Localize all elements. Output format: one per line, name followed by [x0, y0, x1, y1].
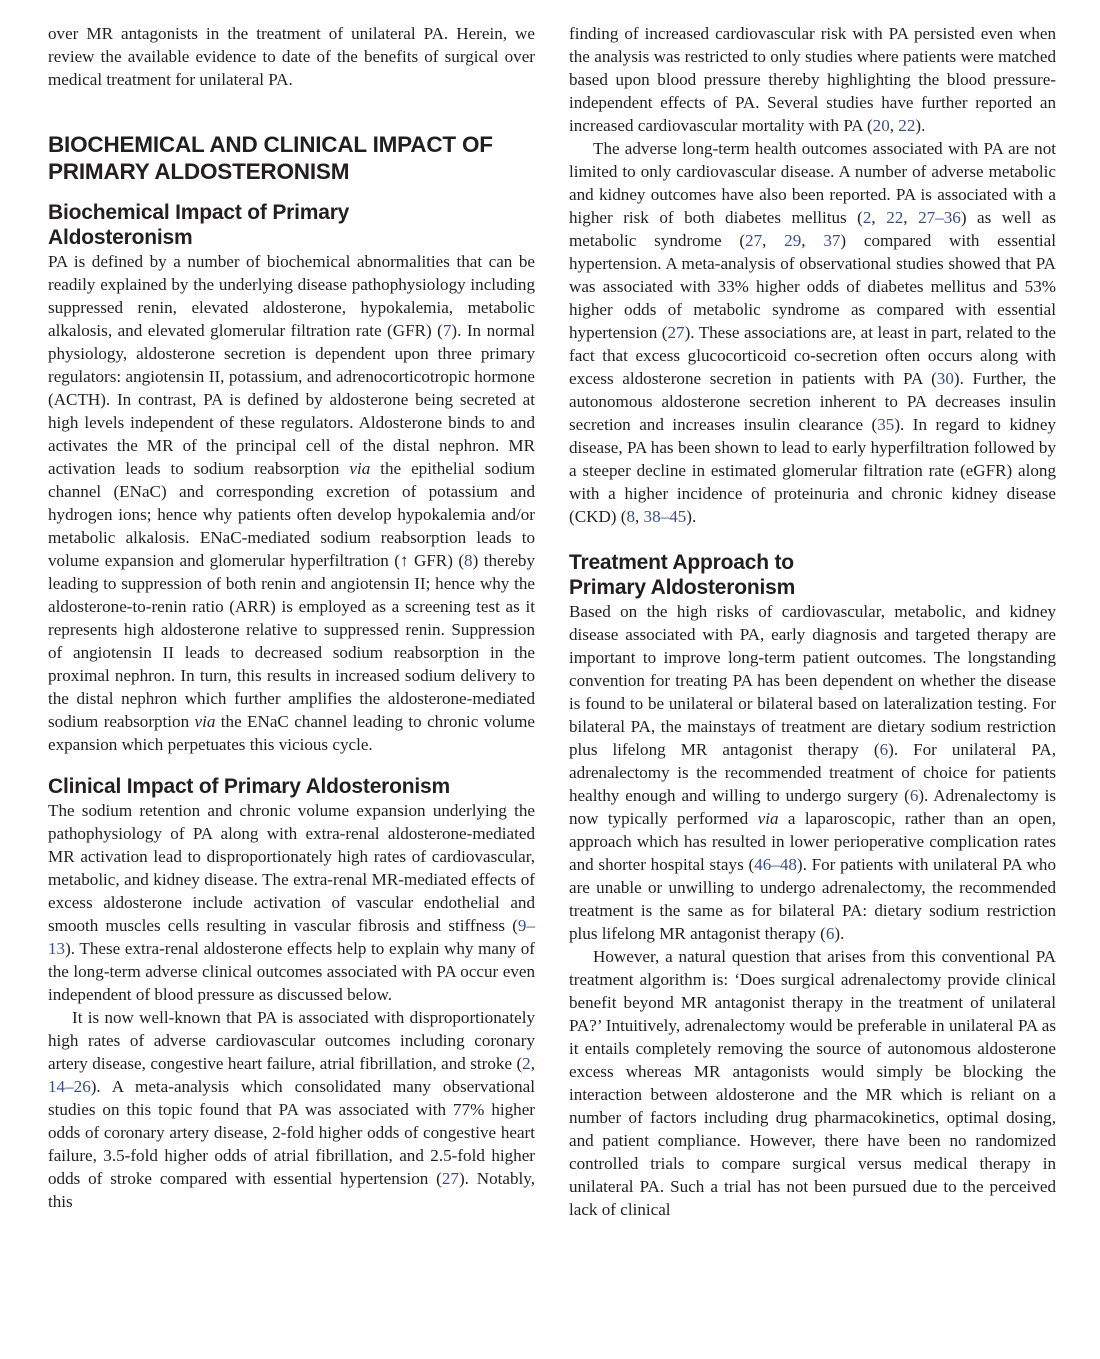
citation-link[interactable]: 20 — [872, 116, 890, 135]
body-text: ). These extra-renal aldosterone effects help to explain why many of the long-term adverse clinical outcomes associated with PA occur even independent of blood pressure as discussed below. — [48, 939, 535, 1004]
body-text: ). Adrenalectomy is now typically performed — [569, 786, 1056, 828]
citation-link[interactable]: 2 — [522, 1054, 531, 1073]
body-text: , — [762, 231, 785, 250]
cardiovascular-paragraph — [569, 22, 1056, 137]
citation-link[interactable]: 35 — [877, 415, 895, 434]
citation-link[interactable]: 22 — [886, 208, 904, 227]
citation-link[interactable]: 27–36 — [918, 208, 961, 227]
citation-link[interactable]: 6 — [909, 786, 919, 805]
body-text: ). — [834, 924, 845, 943]
citation-link[interactable]: 27 — [745, 231, 763, 250]
biochemical-impact-paragraph — [48, 250, 535, 756]
body-text: , — [903, 208, 919, 227]
body-text: the epithelial sodium channel (ENaC) and corresponding excretion of potassium and hydrogen ions; hence why patients often develop hypokalemia and/or metabolic alkalosis. ENaC-mediated sodium reabsorption leads to volume expansion and glomerular hyperfiltration (↑ GFR) ( — [48, 459, 535, 570]
body-text: PA is defined by a number of biochemical abnormalities that can be readily explained by the underlying disease pathophysiology including suppressed renin, elevated aldosterone, hypokalemia, metabolic alkalosis, and elevated glomerular filtration rate (GFR) ( — [48, 252, 535, 340]
natural-question-paragraph — [569, 945, 1056, 1221]
citation-link[interactable]: 27 — [667, 323, 685, 342]
subsection-heading-biochemical: Biochemical Impact of Primary Aldosteronism — [48, 201, 350, 249]
body-text: ). For unilateral PA, adrenalectomy is the recommended treatment of choice for patients healthy enough and willing to undergo surgery ( — [569, 740, 1056, 805]
body-text: ). A meta-analysis which consolidated many observational studies on this topic found that PA was associated with 77% higher odds of coronary artery disease, 2-fold higher odds of congestive heart failure, 3.5-fold higher odds of atrial fibrillation, and 2.5-fold higher odds of stroke compared with essential hypertension ( — [48, 1077, 535, 1188]
citation-link[interactable]: 6 — [879, 740, 889, 759]
body-text: , — [871, 208, 887, 227]
citation-link[interactable]: 14–26 — [48, 1077, 91, 1096]
intro-paragraph — [48, 22, 535, 91]
citation-link[interactable]: 9–13 — [48, 916, 535, 958]
citation-link[interactable]: 22 — [898, 116, 916, 135]
body-text: Based on the high risks of cardiovascular, metabolic, and kidney disease associated with PA, early diagnosis and targeted therapy are important to improve long-term patient outcomes. The longstanding convention for treating PA has been dependent on whether the disease is found to be unilateral or bilateral based on lateralization testing. For bilateral PA, the mainstays of treatment are dietary sodium restriction plus lifelong MR antagonist therapy ( — [569, 602, 1056, 759]
citation-link[interactable]: 8 — [626, 507, 635, 526]
italic-text: via — [349, 459, 371, 478]
citation-link[interactable]: 38–45 — [643, 507, 687, 526]
section-heading: BIOCHEMICAL AND CLINICAL IMPACT OF PRIMARY ALDOSTERONISM — [48, 132, 493, 184]
body-text: over MR antagonists in the treatment of unilateral PA. Herein, we review the available evidence to date of the benefits of surgical over medical treatment for unilateral PA. — [48, 24, 535, 89]
italic-text: via — [194, 712, 216, 731]
body-text: The adverse long-term health outcomes associated with PA are not limited to only cardiovascular disease. A number of adverse metabolic and kidney outcomes have also been reported. PA is associated with a higher risk of both diabetes mellitus ( — [569, 139, 1056, 227]
body-text: finding of increased cardiovascular risk with PA persisted even when the analysis was restricted to only studies where patients were matched based upon blood pressure thereby highlighting the blood pressure-independent effects of PA. Several studies have further reported an increased cardiovascular mortality with PA ( — [569, 24, 1056, 135]
clinical-impact-paragraph-1 — [48, 799, 535, 1006]
treatment-approach-paragraph — [569, 600, 1056, 945]
citation-link[interactable]: 27 — [441, 1169, 459, 1188]
citation-link[interactable]: 8 — [464, 551, 473, 570]
right-column — [569, 22, 1056, 1221]
body-text: It is now well-known that PA is associated with disproportionately high rates of adverse cardiovascular outcomes including coronary artery disease, congestive heart failure, atrial fibrillation, and stroke ( — [48, 1008, 535, 1073]
citation-link[interactable]: 37 — [823, 231, 841, 250]
subsection-heading-clinical: Clinical Impact of Primary Aldosteronism — [48, 775, 450, 798]
subsection-heading-treatment: Treatment Approach to Primary Aldosteronism — [569, 551, 796, 599]
citation-link[interactable]: 29 — [784, 231, 802, 250]
body-text: ). In regard to kidney disease, PA has been shown to lead to early hyperfiltration followed by a steeper decline in estimated glomerular filtration rate (eGFR) along with a higher incidence of proteinuria and chronic kidney disease (CKD) ( — [569, 415, 1056, 526]
citation-link[interactable]: 46–48 — [754, 855, 797, 874]
citation-link[interactable]: 6 — [825, 924, 835, 943]
metabolic-kidney-paragraph — [569, 137, 1056, 528]
body-text: ). — [915, 116, 926, 135]
citation-link[interactable]: 30 — [936, 369, 954, 388]
body-text: the ENaC channel leading to chronic volume expansion which perpetuates this vicious cycle. — [48, 712, 535, 754]
body-text: ). Notably, this — [48, 1169, 535, 1211]
left-column — [48, 22, 535, 1213]
body-text: ) as well as metabolic syndrome ( — [569, 208, 1056, 250]
body-text: , — [801, 231, 824, 250]
body-text: ). For patients with unilateral PA who are unable or unwilling to undergo adrenalectomy, the recommended treatment is the same as for bilateral PA: dietary sodium restriction plus lifelong MR antagonist therapy ( — [569, 855, 1057, 943]
body-text: , — [530, 1054, 535, 1073]
body-text: , — [889, 116, 899, 135]
body-text: ) thereby leading to suppression of both renin and angiotensin II; hence why the aldosterone-to-renin ratio (ARR) is employed as a screening test as it represents high aldosterone relative to suppressed renin. Suppression of angiotensin II leads to decreased sodium reabsorption in the proximal nephron. In turn, this results in increased sodium delivery to the distal nephron which further amplifies the aldosterone-mediated sodium reabsorption — [48, 551, 535, 731]
body-text: ). These associations are, at least in part, related to the fact that excess glucocorticoid co-secretion often occurs along with excess aldosterone secretion in patients with PA ( — [569, 323, 1057, 388]
body-text: ). In normal physiology, aldosterone secretion is dependent upon three primary regulators: angiotensin II, potassium, and adrenocorticotropic hormone (ACTH). In contrast, PA is defined by aldosterone being secreted at high levels independent of these regulators. Aldosterone binds to and activates the MR of the principal cell of the distal nephron. MR activation leads to sodium reabsorption — [48, 321, 535, 478]
body-text: a laparoscopic, rather than an open, approach which has resulted in lower perioperative complication rates and shorter hospital stays ( — [569, 809, 1056, 874]
body-text: ) compared with essential hypertension. A meta-analysis of observational studies showed that PA was associated with 33% higher odds of diabetes mellitus and 53% higher odds of metabolic syndrome as compared with essential hypertension ( — [569, 231, 1057, 342]
body-text: ). — [686, 507, 697, 526]
citation-link[interactable]: 7 — [442, 321, 452, 340]
body-text: ). Further, the autonomous aldosterone secretion inherent to PA decreases insulin secretion and increases insulin clearance ( — [569, 369, 1057, 434]
body-text: However, a natural question that arises from this conventional PA treatment algorithm is: ‘Does surgical adrenalectomy provide clinical benefit beyond MR antagonist therapy in the treatment of unilateral PA?’ Intuitively, adrenalectomy would be preferable in unilateral PA as it entails completely removing the source of autonomous aldosterone excess whereas MR antagonists would simply be blocking the interaction between aldosterone and the MR which is reliant on a number of factors including drug pharmacokinetics, optimal dosing, and patient compliance. However, there have been no randomized controlled trials to compare surgical versus medical therapy in unilateral PA. Such a trial has not been pursued due to the perceived lack of clinical — [569, 947, 1056, 1219]
citation-link[interactable]: 2 — [862, 208, 872, 227]
italic-text: via — [757, 809, 779, 828]
body-text: The sodium retention and chronic volume expansion underlying the pathophysiology of PA along with extra-renal aldosterone-mediated MR activation lead to disproportionately high rates of cardiovascular, metabolic, and kidney disease. The extra-renal MR-mediated effects of excess aldosterone include activation of vascular endothelial and smooth muscles cells resulting in vascular fibrosis and stiffness ( — [48, 801, 535, 935]
body-text: , — [635, 507, 644, 526]
clinical-impact-paragraph-2 — [48, 1006, 535, 1213]
